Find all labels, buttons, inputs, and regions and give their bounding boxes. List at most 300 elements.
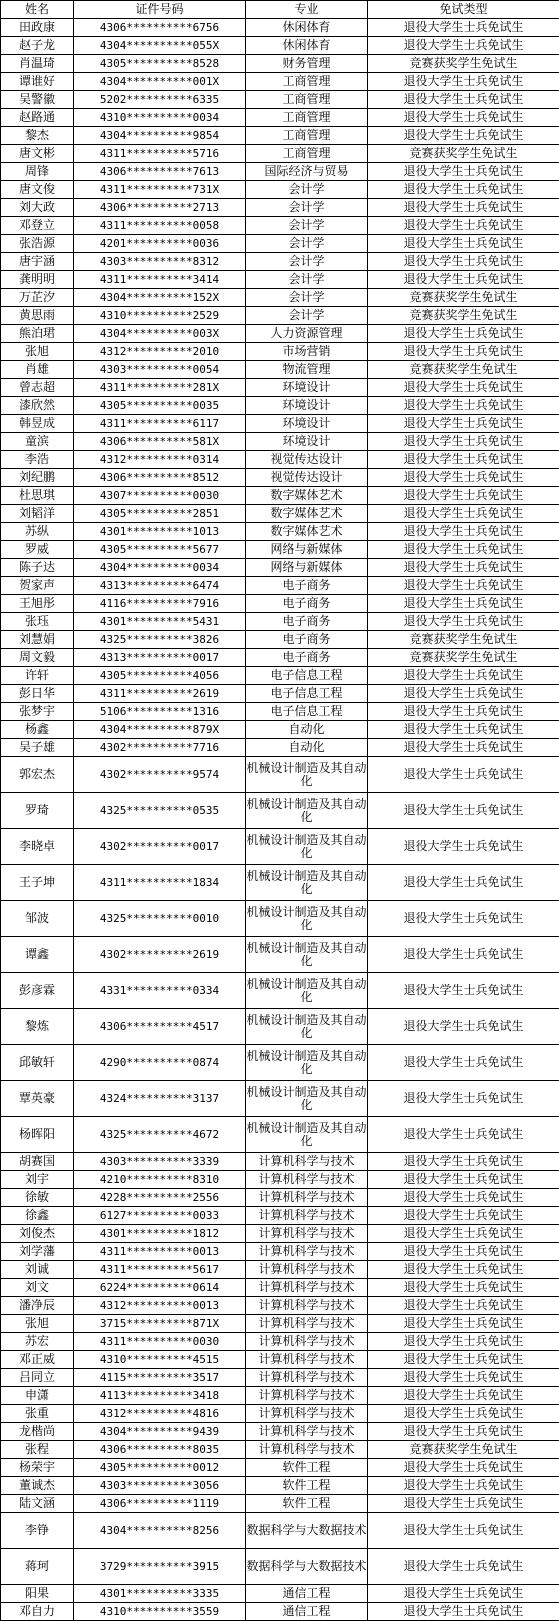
cell-exemption-type: 竞赛获奖学生免试生 [368,361,559,379]
table-row [1,937,559,973]
cell-exemption-type: 退役大学生士兵免试生 [368,181,559,199]
cell-id-number: 4313**********6474 [74,577,246,595]
cell-major: 计算机科学与技术 [246,1315,368,1333]
cell-id-number: 4311**********1834 [74,865,246,901]
table-row [1,577,559,595]
cell-exemption-type: 退役大学生士兵免试生 [368,757,559,793]
table-row [1,379,559,397]
cell-id-number: 4305**********5677 [74,541,246,559]
cell-name: 阳果 [1,1585,74,1603]
cell-major: 物流管理 [246,361,368,379]
cell-exemption-type: 退役大学生士兵免试生 [368,1351,559,1369]
cell-exemption-type: 退役大学生士兵免试生 [368,1513,559,1549]
cell-major: 计算机科学与技术 [246,1189,368,1207]
cell-major: 数字媒体艺术 [246,505,368,523]
cell-name: 赵子龙 [1,37,74,55]
cell-id-number: 4306**********8035 [74,1441,246,1459]
cell-major: 机械设计制造及其自动化 [246,757,368,793]
table-row [1,469,559,487]
cell-name: 张旭 [1,343,74,361]
cell-name: 彭彦霖 [1,973,74,1009]
cell-exemption-type: 退役大学生士兵免试生 [368,1549,559,1585]
table-row [1,757,559,793]
cell-exemption-type: 退役大学生士兵免试生 [368,1405,559,1423]
cell-exemption-type: 竞赛获奖学生免试生 [368,55,559,73]
cell-major: 通信工程 [246,1585,368,1603]
header-type: 免试类型 [368,1,559,19]
cell-major: 休闲体育 [246,37,368,55]
cell-exemption-type: 竞赛获奖学生免试生 [368,1441,559,1459]
table-row [1,271,559,289]
cell-exemption-type: 退役大学生士兵免试生 [368,1279,559,1297]
cell-name: 彭日华 [1,685,74,703]
cell-name: 吕同立 [1,1369,74,1387]
cell-name: 胡赛国 [1,1153,74,1171]
cell-name: 黄思雨 [1,307,74,325]
cell-major: 会计学 [246,181,368,199]
cell-major: 市场营销 [246,343,368,361]
cell-name: 贺家声 [1,577,74,595]
cell-major: 计算机科学与技术 [246,1153,368,1171]
cell-major: 计算机科学与技术 [246,1297,368,1315]
cell-major: 机械设计制造及其自动化 [246,865,368,901]
table-row [1,109,559,127]
cell-exemption-type: 退役大学生士兵免试生 [368,577,559,595]
table-row [1,1081,559,1117]
cell-name: 唐宇涵 [1,253,74,271]
cell-name: 刘宇 [1,1171,74,1189]
table-row [1,1369,559,1387]
cell-exemption-type: 退役大学生士兵免试生 [368,379,559,397]
table-row [1,397,559,415]
table-row [1,433,559,451]
cell-id-number: 4312**********4816 [74,1405,246,1423]
cell-exemption-type: 退役大学生士兵免试生 [368,523,559,541]
cell-id-number: 4116**********7916 [74,595,246,613]
cell-exemption-type: 退役大学生士兵免试生 [368,199,559,217]
cell-name: 肖雄 [1,361,74,379]
table-row [1,415,559,433]
table-row [1,91,559,109]
cell-exemption-type: 退役大学生士兵免试生 [368,865,559,901]
cell-major: 电子信息工程 [246,667,368,685]
cell-major: 数字媒体艺术 [246,523,368,541]
cell-exemption-type: 退役大学生士兵免试生 [368,1081,559,1117]
table-row [1,37,559,55]
cell-major: 计算机科学与技术 [246,1333,368,1351]
cell-id-number: 4304**********8256 [74,1513,246,1549]
cell-name: 邓登立 [1,217,74,235]
cell-id-number: 4325**********0535 [74,793,246,829]
cell-id-number: 4115**********3517 [74,1369,246,1387]
cell-major: 计算机科学与技术 [246,1369,368,1387]
cell-name: 熊泊珺 [1,325,74,343]
cell-major: 工商管理 [246,73,368,91]
cell-exemption-type: 退役大学生士兵免试生 [368,1315,559,1333]
cell-name: 杨荣宇 [1,1459,74,1477]
table-row [1,1477,559,1495]
table-row [1,1009,559,1045]
cell-exemption-type: 竞赛获奖学生免试生 [368,649,559,667]
cell-id-number: 4331**********0334 [74,973,246,1009]
cell-id-number: 4310**********3559 [74,1603,246,1621]
table-row [1,1513,559,1549]
cell-name: 申潇 [1,1387,74,1405]
cell-id-number: 4312**********0314 [74,451,246,469]
cell-major: 机械设计制造及其自动化 [246,1009,368,1045]
table-row [1,541,559,559]
table-row [1,559,559,577]
cell-major: 计算机科学与技术 [246,1423,368,1441]
cell-major: 机械设计制造及其自动化 [246,1045,368,1081]
cell-name: 田政康 [1,19,74,37]
cell-id-number: 4306**********2713 [74,199,246,217]
cell-exemption-type: 退役大学生士兵免试生 [368,127,559,145]
cell-name: 赵路通 [1,109,74,127]
cell-exemption-type: 退役大学生士兵免试生 [368,559,559,577]
table-body [1,19,559,1621]
table-row [1,289,559,307]
cell-id-number: 4303**********3056 [74,1477,246,1495]
cell-exemption-type: 竞赛获奖学生免试生 [368,145,559,163]
cell-id-number: 4305**********8528 [74,55,246,73]
cell-name: 刘诚 [1,1261,74,1279]
cell-exemption-type: 退役大学生士兵免试生 [368,1369,559,1387]
cell-id-number: 4305**********0035 [74,397,246,415]
cell-id-number: 4324**********3137 [74,1081,246,1117]
cell-name: 韩昱成 [1,415,74,433]
cell-id-number: 4306**********1119 [74,1495,246,1513]
cell-id-number: 4310**********2529 [74,307,246,325]
cell-name: 邓正威 [1,1351,74,1369]
cell-id-number: 4306**********4517 [74,1009,246,1045]
cell-name: 张旭 [1,1315,74,1333]
cell-major: 计算机科学与技术 [246,1279,368,1297]
cell-major: 数字媒体艺术 [246,487,368,505]
cell-id-number: 4312**********2010 [74,343,246,361]
table-row [1,451,559,469]
cell-name: 许轩 [1,667,74,685]
cell-exemption-type: 退役大学生士兵免试生 [368,901,559,937]
table-row [1,1603,559,1621]
table-row [1,667,559,685]
cell-major: 机械设计制造及其自动化 [246,1117,368,1153]
cell-exemption-type: 退役大学生士兵免试生 [368,235,559,253]
cell-major: 视觉传达设计 [246,451,368,469]
cell-name: 罗琦 [1,793,74,829]
cell-exemption-type: 退役大学生士兵免试生 [368,451,559,469]
cell-id-number: 4201**********0036 [74,235,246,253]
table-row [1,1297,559,1315]
cell-name: 黎杰 [1,127,74,145]
cell-name: 徐鑫 [1,1207,74,1225]
cell-exemption-type: 退役大学生士兵免试生 [368,1171,559,1189]
cell-major: 计算机科学与技术 [246,1243,368,1261]
cell-major: 软件工程 [246,1459,368,1477]
cell-major: 数据科学与大数据技术 [246,1513,368,1549]
cell-id-number: 4306**********581X [74,433,246,451]
cell-exemption-type: 退役大学生士兵免试生 [368,505,559,523]
table-row [1,595,559,613]
table-row [1,487,559,505]
cell-exemption-type: 退役大学生士兵免试生 [368,1117,559,1153]
cell-name: 童滨 [1,433,74,451]
cell-name: 周文毅 [1,649,74,667]
cell-major: 电子商务 [246,595,368,613]
cell-id-number: 4290**********0874 [74,1045,246,1081]
cell-id-number: 4304**********152X [74,289,246,307]
cell-major: 电子商务 [246,631,368,649]
cell-exemption-type: 退役大学生士兵免试生 [368,19,559,37]
cell-id-number: 4325**********4672 [74,1117,246,1153]
cell-major: 电子商务 [246,649,368,667]
cell-exemption-type: 退役大学生士兵免试生 [368,1243,559,1261]
cell-exemption-type: 退役大学生士兵免试生 [368,829,559,865]
cell-name: 罗威 [1,541,74,559]
cell-exemption-type: 退役大学生士兵免试生 [368,937,559,973]
cell-exemption-type: 退役大学生士兵免试生 [368,1585,559,1603]
cell-major: 机械设计制造及其自动化 [246,793,368,829]
cell-name: 杨晖阳 [1,1117,74,1153]
cell-major: 自动化 [246,739,368,757]
cell-name: 刘文 [1,1279,74,1297]
cell-name: 黎炼 [1,1009,74,1045]
cell-exemption-type: 退役大学生士兵免试生 [368,1045,559,1081]
cell-id-number: 4301**********3335 [74,1585,246,1603]
cell-name: 刘学藩 [1,1243,74,1261]
cell-name: 李晓卓 [1,829,74,865]
table-row [1,1171,559,1189]
table-row [1,253,559,271]
cell-exemption-type: 退役大学生士兵免试生 [368,397,559,415]
cell-exemption-type: 竞赛获奖学生免试生 [368,307,559,325]
cell-name: 万芷汐 [1,289,74,307]
table-row [1,1261,559,1279]
table-row [1,505,559,523]
cell-exemption-type: 退役大学生士兵免试生 [368,37,559,55]
cell-exemption-type: 退役大学生士兵免试生 [368,433,559,451]
cell-id-number: 4301**********1013 [74,523,246,541]
cell-name: 吴警徽 [1,91,74,109]
cell-major: 计算机科学与技术 [246,1225,368,1243]
cell-name: 周锋 [1,163,74,181]
cell-name: 李浩 [1,451,74,469]
cell-name: 蒋珂 [1,1549,74,1585]
table-row [1,1045,559,1081]
cell-exemption-type: 退役大学生士兵免试生 [368,595,559,613]
cell-major: 自动化 [246,721,368,739]
cell-exemption-type: 退役大学生士兵免试生 [368,343,559,361]
cell-major: 电子信息工程 [246,703,368,721]
cell-major: 计算机科学与技术 [246,1387,368,1405]
cell-exemption-type: 退役大学生士兵免试生 [368,325,559,343]
table-row [1,1117,559,1153]
cell-exemption-type: 退役大学生士兵免试生 [368,1387,559,1405]
cell-id-number: 4304**********879X [74,721,246,739]
cell-exemption-type: 竞赛获奖学生免试生 [368,631,559,649]
cell-id-number: 4228**********2556 [74,1189,246,1207]
cell-major: 计算机科学与技术 [246,1261,368,1279]
cell-exemption-type: 退役大学生士兵免试生 [368,1009,559,1045]
cell-name: 曾志超 [1,379,74,397]
cell-major: 电子商务 [246,613,368,631]
cell-name: 刘纪鹏 [1,469,74,487]
cell-name: 刘韬洋 [1,505,74,523]
table-row [1,1333,559,1351]
cell-id-number: 4311**********5617 [74,1261,246,1279]
table-row [1,1279,559,1297]
table-row [1,1351,559,1369]
cell-id-number: 4311**********0013 [74,1243,246,1261]
cell-name: 谭鑫 [1,937,74,973]
cell-name: 陆文涵 [1,1495,74,1513]
cell-exemption-type: 退役大学生士兵免试生 [368,739,559,757]
cell-exemption-type: 退役大学生士兵免试生 [368,1153,559,1171]
cell-name: 苏宏 [1,1333,74,1351]
cell-major: 电子商务 [246,577,368,595]
cell-id-number: 4301**********1812 [74,1225,246,1243]
cell-exemption-type: 退役大学生士兵免试生 [368,1603,559,1621]
cell-name: 李铮 [1,1513,74,1549]
cell-name: 张浩源 [1,235,74,253]
cell-exemption-type: 退役大学生士兵免试生 [368,793,559,829]
table-row [1,19,559,37]
cell-name: 杜思琪 [1,487,74,505]
cell-exemption-type: 退役大学生士兵免试生 [368,973,559,1009]
cell-id-number: 4304**********003X [74,325,246,343]
cell-major: 计算机科学与技术 [246,1171,368,1189]
cell-id-number: 4304**********9439 [74,1423,246,1441]
cell-id-number: 4305**********0012 [74,1459,246,1477]
table-row [1,1405,559,1423]
cell-id-number: 4305**********2851 [74,505,246,523]
cell-name: 漆欣然 [1,397,74,415]
table-row [1,1441,559,1459]
table-row [1,361,559,379]
cell-major: 环境设计 [246,415,368,433]
cell-name: 张珏 [1,613,74,631]
table-row [1,1387,559,1405]
table-row [1,901,559,937]
table-row [1,145,559,163]
cell-name: 邱敏轩 [1,1045,74,1081]
cell-major: 休闲体育 [246,19,368,37]
cell-name: 王旭彤 [1,595,74,613]
table-row [1,163,559,181]
cell-major: 计算机科学与技术 [246,1207,368,1225]
table-row [1,199,559,217]
table-row [1,685,559,703]
cell-name: 邓自力 [1,1603,74,1621]
cell-id-number: 4311**********731X [74,181,246,199]
cell-exemption-type: 退役大学生士兵免试生 [368,1225,559,1243]
cell-major: 机械设计制造及其自动化 [246,1081,368,1117]
table-row [1,829,559,865]
cell-major: 会计学 [246,199,368,217]
cell-id-number: 3729**********3915 [74,1549,246,1585]
table-row [1,307,559,325]
header-name: 姓名 [1,1,74,19]
cell-exemption-type: 退役大学生士兵免试生 [368,415,559,433]
table-row [1,181,559,199]
cell-major: 人力资源管理 [246,325,368,343]
cell-name: 陈子达 [1,559,74,577]
cell-name: 张梦宇 [1,703,74,721]
cell-exemption-type: 退役大学生士兵免试生 [368,1333,559,1351]
cell-major: 机械设计制造及其自动化 [246,829,368,865]
cell-exemption-type: 退役大学生士兵免试生 [368,163,559,181]
cell-major: 通信工程 [246,1603,368,1621]
cell-id-number: 4306**********6756 [74,19,246,37]
cell-exemption-type: 退役大学生士兵免试生 [368,613,559,631]
cell-major: 机械设计制造及其自动化 [246,973,368,1009]
cell-id-number: 4311**********3414 [74,271,246,289]
table-row [1,973,559,1009]
table-row [1,793,559,829]
cell-major: 会计学 [246,217,368,235]
cell-id-number: 4312**********0013 [74,1297,246,1315]
cell-id-number: 4302**********9574 [74,757,246,793]
cell-id-number: 4304**********001X [74,73,246,91]
cell-name: 张重 [1,1405,74,1423]
cell-exemption-type: 退役大学生士兵免试生 [368,217,559,235]
cell-major: 会计学 [246,289,368,307]
cell-exemption-type: 竞赛获奖学生免试生 [368,289,559,307]
cell-major: 数据科学与大数据技术 [246,1549,368,1585]
cell-id-number: 4304**********9854 [74,127,246,145]
table-row [1,1207,559,1225]
cell-id-number: 4307**********0030 [74,487,246,505]
cell-name: 邹波 [1,901,74,937]
cell-name: 刘俊杰 [1,1225,74,1243]
cell-major: 计算机科学与技术 [246,1351,368,1369]
cell-name: 苏纵 [1,523,74,541]
cell-id-number: 4311**********5716 [74,145,246,163]
table-row [1,649,559,667]
table-row [1,1315,559,1333]
cell-id-number: 4301**********5431 [74,613,246,631]
cell-exemption-type: 退役大学生士兵免试生 [368,253,559,271]
cell-exemption-type: 退役大学生士兵免试生 [368,1189,559,1207]
table-row [1,55,559,73]
cell-major: 视觉传达设计 [246,469,368,487]
table-row [1,739,559,757]
table-row [1,703,559,721]
cell-id-number: 3715**********871X [74,1315,246,1333]
cell-major: 软件工程 [246,1495,368,1513]
cell-id-number: 4325**********3826 [74,631,246,649]
cell-exemption-type: 退役大学生士兵免试生 [368,685,559,703]
cell-id-number: 4303**********8312 [74,253,246,271]
cell-exemption-type: 退役大学生士兵免试生 [368,1297,559,1315]
cell-exemption-type: 退役大学生士兵免试生 [368,1459,559,1477]
cell-id-number: 4311**********0030 [74,1333,246,1351]
cell-name: 董诚杰 [1,1477,74,1495]
cell-major: 机械设计制造及其自动化 [246,901,368,937]
header-row [1,1,559,19]
cell-id-number: 4303**********3339 [74,1153,246,1171]
cell-id-number: 6127**********0033 [74,1207,246,1225]
cell-exemption-type: 退役大学生士兵免试生 [368,271,559,289]
cell-name: 龚明明 [1,271,74,289]
table-row [1,1423,559,1441]
cell-exemption-type: 退役大学生士兵免试生 [368,73,559,91]
cell-major: 国际经济与贸易 [246,163,368,181]
cell-exemption-type: 退役大学生士兵免试生 [368,487,559,505]
cell-name: 覃英豪 [1,1081,74,1117]
cell-major: 会计学 [246,235,368,253]
cell-exemption-type: 退役大学生士兵免试生 [368,1261,559,1279]
